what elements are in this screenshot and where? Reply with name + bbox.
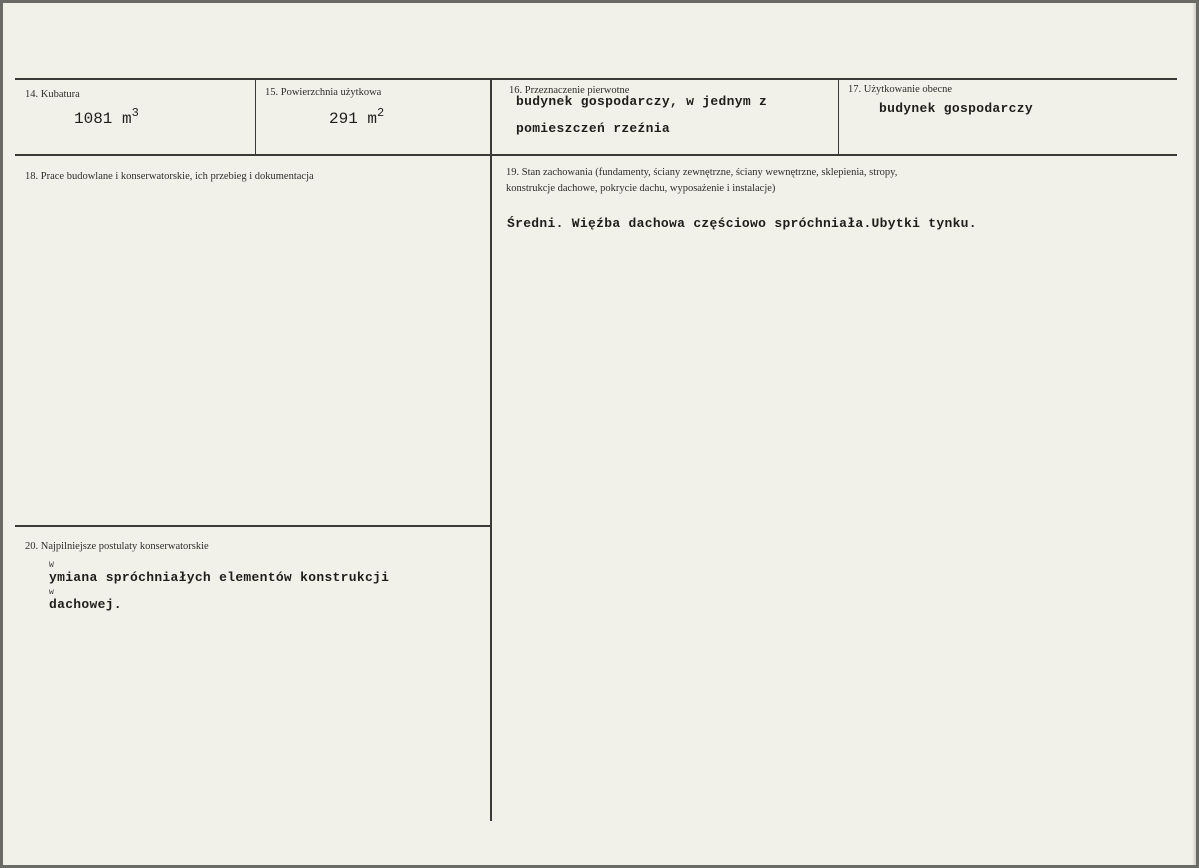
prace-label: 18. Prace budowlane i konserwatorskie, ich przebieg i dokumentacja — [25, 171, 314, 182]
powierzchnia-exponent: 2 — [377, 106, 385, 120]
postulaty-line2: dachowej. — [49, 597, 122, 612]
postulaty-mark-2: w — [49, 588, 54, 597]
stan-label-line1: 19. Stan zachowania (fundamenty, ściany zewnętrzne, ściany wewnętrzne, sklepienia, stropy, — [506, 167, 898, 178]
kubatura-value — [74, 106, 139, 128]
postulaty-mark-1: W — [49, 561, 54, 570]
section-divider — [15, 525, 490, 527]
powierzchnia-value — [329, 106, 385, 128]
kubatura-label: 14. Kubatura — [25, 89, 80, 100]
kubatura-number: 1081 m — [74, 110, 132, 128]
przeznaczenie-line2: pomieszczeń rzeźnia — [516, 121, 670, 136]
powierzchnia-number: 291 m — [329, 110, 378, 128]
przeznaczenie-line1: budynek gospodarczy, w jednym z — [516, 94, 768, 109]
powierzchnia-label: 15. Powierzchnia użytkowa — [265, 87, 382, 98]
przeznaczenie-label: 16. Przeznaczenie pierwotne — [509, 85, 630, 96]
top-row-border — [15, 78, 1177, 80]
record-card — [3, 3, 1196, 865]
card-edge — [1192, 3, 1196, 865]
postulaty-label: 20. Najpilniejsze postulaty konserwatorskie — [25, 541, 209, 552]
column-divider-2 — [490, 79, 492, 821]
column-divider-1 — [255, 79, 256, 155]
column-divider-3 — [838, 79, 839, 155]
uzytkowanie-value: budynek gospodarczy — [879, 101, 1033, 116]
postulaty-line1: ymiana spróchniałych elementów konstrukcji — [49, 570, 390, 585]
stan-label-line2: konstrukcje dachowe, pokrycie dachu, wyposażenie i instalacje) — [506, 183, 776, 194]
uzytkowanie-label: 17. Użytkowanie obecne — [848, 84, 953, 95]
stan-value: Średni. Więźba dachowa częściowo spróchniała.Ubytki tynku. — [507, 216, 977, 231]
kubatura-exponent: 3 — [131, 106, 139, 120]
row-divider — [15, 154, 1177, 156]
